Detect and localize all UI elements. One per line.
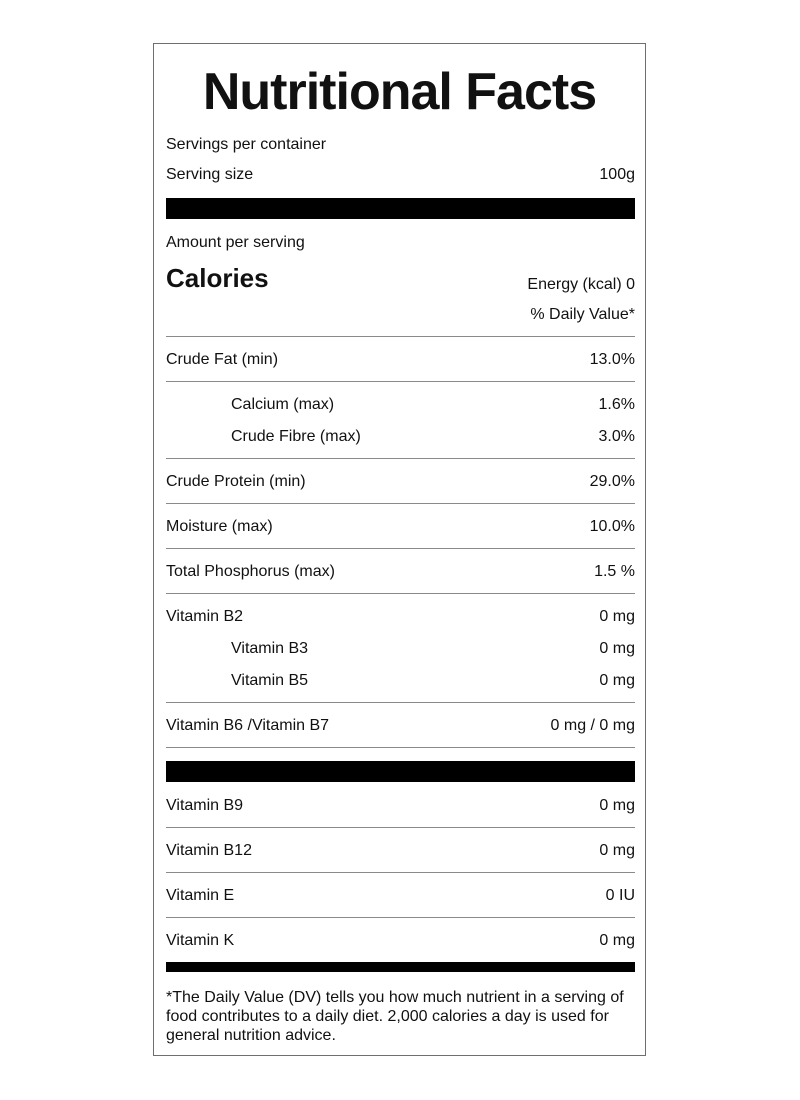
thick-bar-middle bbox=[166, 761, 635, 782]
nutrient-value-crude-fibre: 3.0% bbox=[598, 428, 635, 445]
nutrient-value-moisture: 10.0% bbox=[589, 518, 635, 535]
nutrient-label-vitamin-k: Vitamin K bbox=[166, 932, 235, 949]
divider bbox=[166, 702, 635, 703]
nutrient-label-moisture: Moisture (max) bbox=[166, 518, 273, 535]
calories-label: Calories bbox=[166, 263, 269, 293]
divider bbox=[166, 381, 635, 382]
divider bbox=[166, 458, 635, 459]
servings-per-container-label: Servings per container bbox=[166, 136, 327, 153]
label-body bbox=[166, 44, 635, 1055]
nutrient-value-vitamin-b2: 0 mg bbox=[599, 608, 635, 625]
nutrient-label-vitamin-e: Vitamin E bbox=[166, 887, 235, 904]
nutrient-value-vitamin-b3: 0 mg bbox=[599, 640, 635, 657]
divider bbox=[166, 548, 635, 549]
daily-value-header: % Daily Value* bbox=[530, 306, 635, 323]
divider bbox=[166, 593, 635, 594]
nutrient-value-calcium: 1.6% bbox=[598, 396, 635, 413]
thick-bar-top bbox=[166, 198, 635, 219]
nutrient-label-vitamin-b2: Vitamin B2 bbox=[166, 608, 244, 625]
thick-bar-bottom bbox=[166, 962, 635, 972]
nutrient-label-crude-protein: Crude Protein (min) bbox=[166, 473, 306, 490]
nutrient-label-total-phosphorus: Total Phosphorus (max) bbox=[166, 563, 335, 580]
nutrient-value-vitamin-e: 0 IU bbox=[605, 887, 635, 904]
nutrient-label-vitamin-b9: Vitamin B9 bbox=[166, 797, 244, 814]
divider bbox=[166, 917, 635, 918]
nutrient-value-vitamin-b6-b7: 0 mg / 0 mg bbox=[550, 717, 635, 734]
nutrient-value-vitamin-k: 0 mg bbox=[599, 932, 635, 949]
nutrient-value-vitamin-b12: 0 mg bbox=[599, 842, 635, 859]
label-title: Nutritional Facts bbox=[202, 63, 597, 121]
nutrient-label-vitamin-b6-b7: Vitamin B6 /Vitamin B7 bbox=[166, 717, 330, 734]
nutrient-value-vitamin-b9: 0 mg bbox=[599, 797, 635, 814]
footnote: *The Daily Value (DV) tells you how much nutrient in a serving of food contributes to a daily diet. 2,000 calories a day is used for general nutrition advice. bbox=[166, 989, 624, 1044]
divider bbox=[166, 827, 635, 828]
nutrient-label-vitamin-b12: Vitamin B12 bbox=[166, 842, 252, 859]
energy-value: Energy (kcal) 0 bbox=[527, 276, 635, 293]
serving-size-value: 100g bbox=[599, 166, 635, 183]
nutrient-label-vitamin-b5: Vitamin B5 bbox=[231, 672, 309, 689]
nutrient-label-vitamin-b3: Vitamin B3 bbox=[231, 640, 309, 657]
nutrient-label-crude-fibre: Crude Fibre (max) bbox=[231, 428, 361, 445]
divider bbox=[166, 747, 635, 748]
serving-size-label: Serving size bbox=[166, 166, 254, 183]
nutrient-value-crude-protein: 29.0% bbox=[589, 473, 635, 490]
nutrient-value-vitamin-b5: 0 mg bbox=[599, 672, 635, 689]
nutrient-value-total-phosphorus: 1.5 % bbox=[594, 563, 635, 580]
divider bbox=[166, 336, 635, 337]
divider bbox=[166, 872, 635, 873]
divider bbox=[166, 503, 635, 504]
nutrient-label-crude-fat: Crude Fat (min) bbox=[166, 351, 279, 368]
nutrition-label bbox=[153, 43, 646, 1056]
nutrient-value-crude-fat: 13.0% bbox=[589, 351, 635, 368]
nutrient-label-calcium: Calcium (max) bbox=[231, 396, 335, 413]
amount-per-serving-label: Amount per serving bbox=[166, 234, 305, 251]
